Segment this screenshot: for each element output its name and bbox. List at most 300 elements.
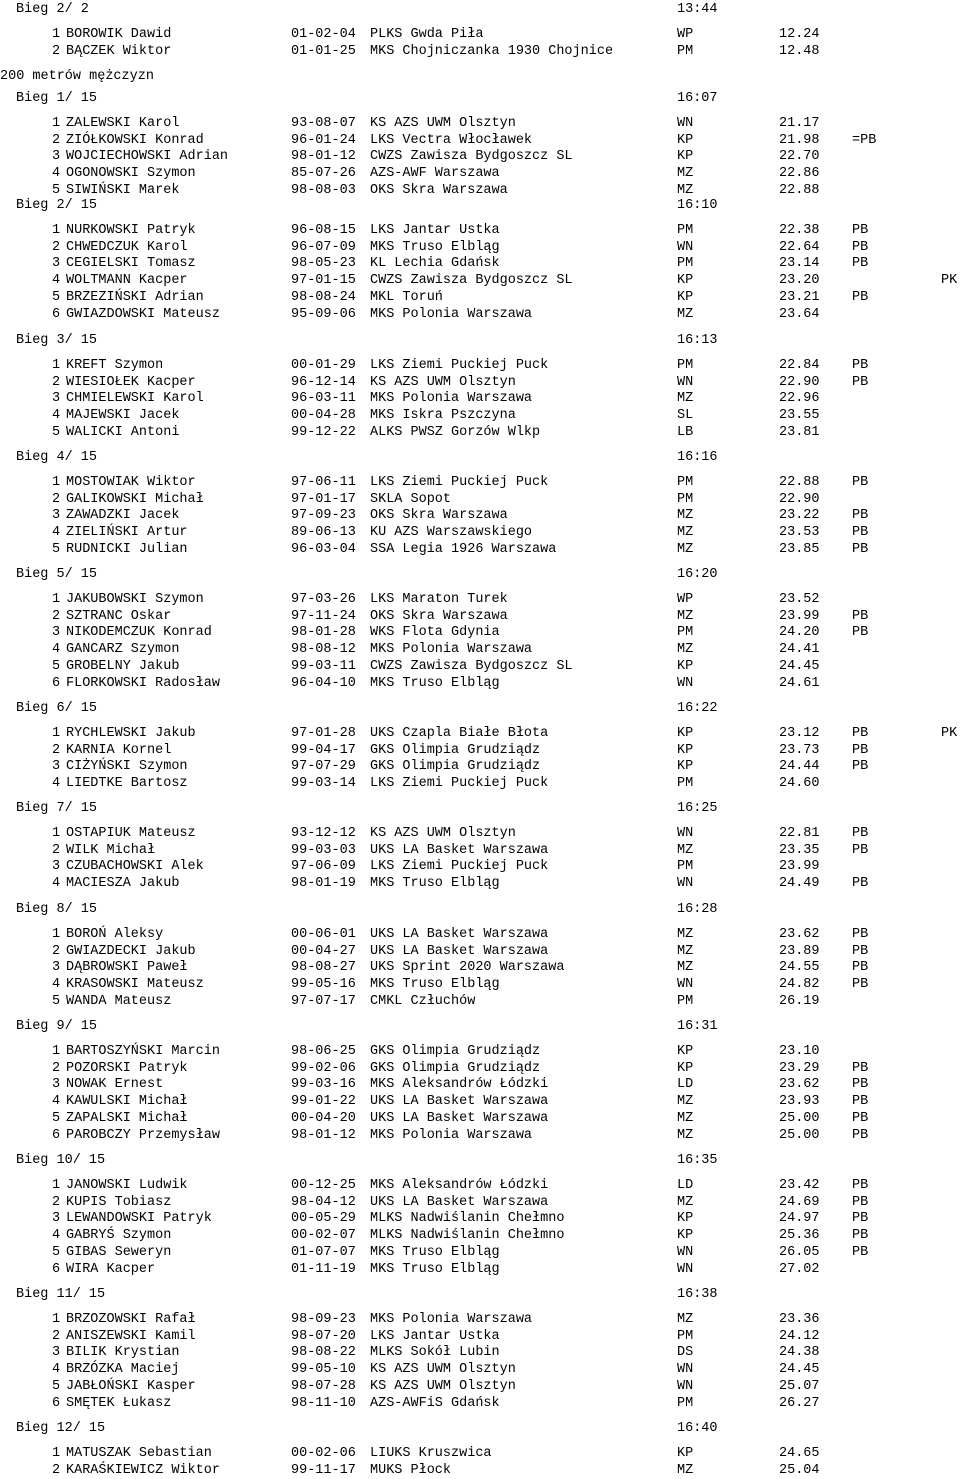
heat-label: Bieg 6/ 15 — [16, 701, 98, 716]
club-name: CWZS Zawisza Bydgoszcz SL — [370, 273, 573, 289]
result-time: 23.89 — [779, 943, 820, 959]
birth-date: 98-08-03 — [291, 182, 356, 198]
position: 4 — [52, 1228, 61, 1244]
birth-date: 98-09-23 — [291, 1312, 356, 1327]
club-name: MKS Chojniczanka 1930 Chojnice — [370, 43, 614, 59]
birth-date: 99-03-14 — [291, 776, 356, 792]
athlete-name: NOWAK Ernest — [66, 1077, 164, 1093]
result-time: 25.00 — [779, 1127, 820, 1143]
position: 4 — [52, 166, 61, 182]
region-code: MZ — [677, 306, 694, 322]
region-code: MZ — [677, 1194, 694, 1210]
region-code: KP — [677, 1228, 694, 1244]
result-time: 23.85 — [779, 541, 820, 557]
pk-flag: PK — [941, 726, 958, 741]
event-title-text: 200 metrów mężczyzn — [0, 69, 154, 84]
club-name: MKS Aleksandrów Łódzki — [370, 1077, 549, 1093]
heat-label: Bieg 4/ 15 — [16, 450, 98, 465]
result-time: 23.12 — [779, 726, 820, 741]
region-code: PM — [677, 43, 694, 59]
region-code: PM — [677, 859, 694, 875]
club-name: MKS Truso Elbląg — [370, 876, 500, 892]
birth-date: 98-11-10 — [291, 1395, 356, 1411]
club-name: UKS Czapla Białe Błota — [370, 726, 549, 741]
birth-date: 98-08-24 — [291, 289, 356, 305]
pb-flag: PB — [852, 625, 869, 641]
athlete-name: WIRA Kacper — [66, 1261, 156, 1277]
club-name: MKS Truso Elbląg — [370, 675, 500, 691]
club-name: LIUKS Kruszwica — [370, 1446, 492, 1461]
region-code: PM — [677, 475, 694, 490]
position: 5 — [52, 993, 61, 1009]
birth-date: 95-09-06 — [291, 306, 356, 322]
position: 1 — [52, 1312, 61, 1327]
birth-date: 98-01-12 — [291, 1127, 356, 1143]
birth-date: 99-02-06 — [291, 1060, 356, 1076]
club-name: KS AZS UWM Olsztyn — [370, 826, 516, 841]
heat-label: Bieg 9/ 15 — [16, 1019, 98, 1034]
position: 2 — [52, 1462, 61, 1478]
position: 6 — [52, 1395, 61, 1411]
region-code: MZ — [677, 960, 694, 976]
birth-date: 98-08-27 — [291, 960, 356, 976]
result-time: 26.05 — [779, 1244, 820, 1260]
region-code: WN — [677, 239, 694, 255]
result-time: 24.20 — [779, 625, 820, 641]
result-time: 23.93 — [779, 1094, 820, 1110]
club-name: MKS Truso Elbląg — [370, 239, 500, 255]
heat-time: 16:13 — [677, 333, 718, 348]
birth-date: 98-01-12 — [291, 149, 356, 165]
position: 3 — [52, 1345, 61, 1361]
athlete-name: BRZÓZKA Maciej — [66, 1362, 180, 1378]
athlete-name: KREFT Szymon — [66, 358, 164, 373]
club-name: KS AZS UWM Olsztyn — [370, 374, 516, 390]
club-name: UKS LA Basket Warszawa — [370, 1110, 549, 1126]
pb-flag: PB — [852, 726, 869, 741]
athlete-name: JABŁOŃSKI Kasper — [66, 1378, 196, 1394]
athlete-name: BRZOZOWSKI Rafał — [66, 1312, 196, 1327]
position: 1 — [52, 1178, 61, 1193]
heat-time: 16:40 — [677, 1421, 718, 1436]
region-code: WN — [677, 374, 694, 390]
club-name: MLKS Nadwiślanin Chełmno — [370, 1228, 565, 1244]
region-code: PM — [677, 358, 694, 373]
athlete-name: KARNIA Kornel — [66, 742, 172, 758]
club-name: KU AZS Warszawskiego — [370, 525, 533, 541]
position: 4 — [52, 977, 61, 993]
birth-date: 97-01-15 — [291, 273, 356, 289]
athlete-name: CHWEDCZUK Karol — [66, 239, 188, 255]
result-time: 22.88 — [779, 182, 820, 198]
position: 3 — [52, 508, 61, 524]
result-time: 23.10 — [779, 1044, 820, 1059]
region-code: KP — [677, 1060, 694, 1076]
heat-label: Bieg 2/ 15 — [16, 198, 98, 213]
result-time: 12.48 — [779, 43, 820, 59]
region-code: LD — [677, 1077, 694, 1093]
athlete-name: PAROBCZY Przemysław — [66, 1127, 220, 1143]
region-code: PM — [677, 625, 694, 641]
result-time: 26.27 — [779, 1395, 820, 1411]
club-name: MLKS Sokół Lubin — [370, 1345, 500, 1361]
position: 2 — [52, 842, 61, 858]
result-time: 23.99 — [779, 608, 820, 624]
birth-date: 98-08-12 — [291, 642, 356, 658]
birth-date: 98-07-20 — [291, 1328, 356, 1344]
athlete-name: WILK Michał — [66, 842, 156, 858]
region-code: MZ — [677, 508, 694, 524]
pb-flag: PB — [852, 759, 869, 775]
heat-label: Bieg 1/ 15 — [16, 91, 98, 106]
result-time: 24.55 — [779, 960, 820, 976]
pb-flag: PB — [852, 1127, 869, 1143]
position: 2 — [52, 132, 61, 148]
birth-date: 96-03-11 — [291, 391, 356, 407]
athlete-name: GWIAZDOWSKI Mateusz — [66, 306, 220, 322]
birth-date: 97-03-26 — [291, 592, 356, 607]
pb-flag: PB — [852, 1194, 869, 1210]
athlete-name: ZALEWSKI Karol — [66, 116, 180, 131]
athlete-name: BOROŃ Aleksy — [66, 927, 164, 942]
club-name: UKS LA Basket Warszawa — [370, 1194, 549, 1210]
position: 5 — [52, 658, 61, 674]
birth-date: 85-07-26 — [291, 166, 356, 182]
club-name: OKS Skra Warszawa — [370, 508, 508, 524]
club-name: MKS Aleksandrów Łódzki — [370, 1178, 549, 1193]
pb-flag: PB — [852, 876, 869, 892]
birth-date: 99-11-17 — [291, 1462, 356, 1478]
heat-time: 16:20 — [677, 567, 718, 582]
result-time: 25.07 — [779, 1378, 820, 1394]
athlete-name: RUDNICKI Julian — [66, 541, 188, 557]
region-code: MZ — [677, 943, 694, 959]
region-code: WN — [677, 116, 694, 131]
heat-label: Bieg 10/ 15 — [16, 1153, 106, 1168]
result-time: 24.45 — [779, 1362, 820, 1378]
position: 3 — [52, 256, 61, 272]
athlete-name: NURKOWSKI Patryk — [66, 223, 196, 238]
result-time: 25.00 — [779, 1110, 820, 1126]
result-time: 24.60 — [779, 776, 820, 792]
position: 2 — [52, 1328, 61, 1344]
region-code: MZ — [677, 541, 694, 557]
position: 3 — [52, 625, 61, 641]
birth-date: 98-05-23 — [291, 256, 356, 272]
club-name: GKS Olimpia Grudziądz — [370, 759, 541, 775]
region-code: KP — [677, 289, 694, 305]
club-name: LKS Vectra Włocławek — [370, 132, 533, 148]
athlete-name: JAKUBOWSKI Szymon — [66, 592, 204, 607]
birth-date: 99-03-11 — [291, 658, 356, 674]
pb-flag: =PB — [852, 132, 877, 148]
pb-flag: PB — [852, 1060, 869, 1076]
athlete-name: JANOWSKI Ludwik — [66, 1178, 188, 1193]
club-name: PLKS Gwda Piła — [370, 27, 484, 42]
result-time: 23.62 — [779, 927, 820, 942]
region-code: WN — [677, 1244, 694, 1260]
region-code: PM — [677, 776, 694, 792]
position: 1 — [52, 475, 61, 490]
result-time: 24.49 — [779, 876, 820, 892]
position: 1 — [52, 1044, 61, 1059]
pb-flag: PB — [852, 541, 869, 557]
region-code: MZ — [677, 642, 694, 658]
birth-date: 96-03-04 — [291, 541, 356, 557]
pb-flag: PB — [852, 1077, 869, 1093]
position: 1 — [52, 223, 61, 238]
club-name: UKS LA Basket Warszawa — [370, 842, 549, 858]
birth-date: 96-07-09 — [291, 239, 356, 255]
result-time: 23.14 — [779, 256, 820, 272]
athlete-name: WIESIOŁEK Kacper — [66, 374, 196, 390]
position: 3 — [52, 759, 61, 775]
region-code: MZ — [677, 1110, 694, 1126]
result-time: 24.38 — [779, 1345, 820, 1361]
athlete-name: CZUBACHOWSKI Alek — [66, 859, 204, 875]
region-code: MZ — [677, 1127, 694, 1143]
athlete-name: SZTRANC Oskar — [66, 608, 172, 624]
pk-flag: PK — [941, 273, 958, 289]
result-time: 23.22 — [779, 508, 820, 524]
pb-flag: PB — [852, 943, 869, 959]
athlete-name: WOLTMANN Kacper — [66, 273, 188, 289]
birth-date: 00-02-07 — [291, 1228, 356, 1244]
region-code: MZ — [677, 182, 694, 198]
region-code: DS — [677, 1345, 694, 1361]
pb-flag: PB — [852, 742, 869, 758]
position: 4 — [52, 525, 61, 541]
athlete-name: CHMIELEWSKI Karol — [66, 391, 204, 407]
position: 3 — [52, 960, 61, 976]
result-time: 23.81 — [779, 424, 820, 440]
athlete-name: OGONOWSKI Szymon — [66, 166, 196, 182]
club-name: WKS Flota Gdynia — [370, 625, 500, 641]
position: 1 — [52, 927, 61, 942]
club-name: CMKL Człuchów — [370, 993, 476, 1009]
heat-label: Bieg 8/ 15 — [16, 902, 98, 917]
position: 5 — [52, 1110, 61, 1126]
pb-flag: PB — [852, 289, 869, 305]
region-code: MZ — [677, 166, 694, 182]
birth-date: 00-01-29 — [291, 358, 356, 373]
club-name: KS AZS UWM Olsztyn — [370, 1378, 516, 1394]
athlete-name: KARAŚKIEWICZ Wiktor — [66, 1462, 220, 1478]
region-code: WP — [677, 592, 694, 607]
birth-date: 00-04-28 — [291, 408, 356, 424]
athlete-name: ZIÓŁKOWSKI Konrad — [66, 132, 204, 148]
region-code: PM — [677, 223, 694, 238]
birth-date: 99-04-17 — [291, 742, 356, 758]
heat-label: Bieg 7/ 15 — [16, 801, 98, 816]
club-name: AZS-AWFiS Gdańsk — [370, 1395, 500, 1411]
athlete-name: OSTAPIUK Mateusz — [66, 826, 196, 841]
result-time: 24.45 — [779, 658, 820, 674]
club-name: MKS Polonia Warszawa — [370, 1312, 533, 1327]
position: 2 — [52, 608, 61, 624]
position: 5 — [52, 1378, 61, 1394]
position: 6 — [52, 1261, 61, 1277]
region-code: KP — [677, 273, 694, 289]
region-code: MZ — [677, 1312, 694, 1327]
region-code: PM — [677, 993, 694, 1009]
result-time: 23.21 — [779, 289, 820, 305]
position: 3 — [52, 1077, 61, 1093]
position: 5 — [52, 1244, 61, 1260]
club-name: MKL Toruń — [370, 289, 443, 305]
heat-label: Bieg 5/ 15 — [16, 567, 98, 582]
birth-date: 97-07-17 — [291, 993, 356, 1009]
position: 3 — [52, 859, 61, 875]
position: 5 — [52, 289, 61, 305]
birth-date: 93-08-07 — [291, 116, 356, 131]
birth-date: 00-04-20 — [291, 1110, 356, 1126]
position: 1 — [52, 358, 61, 373]
result-time: 22.84 — [779, 358, 820, 373]
athlete-name: KAWULSKI Michał — [66, 1094, 188, 1110]
club-name: GKS Olimpia Grudziądz — [370, 1060, 541, 1076]
heat-time: 16:10 — [677, 198, 718, 213]
region-code: MZ — [677, 525, 694, 541]
birth-date: 97-09-23 — [291, 508, 356, 524]
birth-date: 97-06-11 — [291, 475, 356, 490]
club-name: LKS Ziemi Puckiej Puck — [370, 859, 549, 875]
birth-date: 00-12-25 — [291, 1178, 356, 1193]
club-name: MKS Iskra Pszczyna — [370, 408, 516, 424]
result-time: 22.64 — [779, 239, 820, 255]
birth-date: 99-01-22 — [291, 1094, 356, 1110]
result-time: 12.24 — [779, 27, 820, 42]
result-time: 24.65 — [779, 1446, 820, 1461]
pb-flag: PB — [852, 960, 869, 976]
result-time: 24.69 — [779, 1194, 820, 1210]
birth-date: 98-01-28 — [291, 625, 356, 641]
region-code: PM — [677, 1328, 694, 1344]
result-time: 23.35 — [779, 842, 820, 858]
heat-time: 16:31 — [677, 1019, 718, 1034]
region-code: KP — [677, 658, 694, 674]
result-time: 23.99 — [779, 859, 820, 875]
result-time: 22.38 — [779, 223, 820, 238]
region-code: PM — [677, 1395, 694, 1411]
position: 4 — [52, 273, 61, 289]
region-code: WN — [677, 1362, 694, 1378]
region-code: PM — [677, 491, 694, 507]
club-name: LKS Ziemi Puckiej Puck — [370, 475, 549, 490]
result-time: 24.82 — [779, 977, 820, 993]
region-code: KP — [677, 726, 694, 741]
birth-date: 98-04-12 — [291, 1194, 356, 1210]
athlete-name: SMĘTEK Łukasz — [66, 1395, 172, 1411]
athlete-name: BRZEZIŃSKI Adrian — [66, 289, 204, 305]
position: 6 — [52, 675, 61, 691]
region-code: WN — [677, 977, 694, 993]
pb-flag: PB — [852, 525, 869, 541]
club-name: UKS Sprint 2020 Warszawa — [370, 960, 565, 976]
birth-date: 98-01-19 — [291, 876, 356, 892]
pb-flag: PB — [852, 1094, 869, 1110]
pb-flag: PB — [852, 358, 869, 373]
position: 5 — [52, 182, 61, 198]
club-name: MKS Polonia Warszawa — [370, 1127, 533, 1143]
pb-flag: PB — [852, 1110, 869, 1126]
region-code: KP — [677, 1446, 694, 1461]
result-time: 22.86 — [779, 166, 820, 182]
pb-flag: PB — [852, 826, 869, 841]
pb-flag: PB — [852, 1178, 869, 1193]
region-code: WN — [677, 675, 694, 691]
club-name: LKS Ziemi Puckiej Puck — [370, 358, 549, 373]
result-time: 24.44 — [779, 759, 820, 775]
result-time: 25.04 — [779, 1462, 820, 1478]
position: 4 — [52, 1362, 61, 1378]
club-name: LKS Maraton Turek — [370, 592, 508, 607]
athlete-name: WOJCIECHOWSKI Adrian — [66, 149, 229, 165]
club-name: MUKS Płock — [370, 1462, 452, 1478]
athlete-name: GABRYŚ Szymon — [66, 1228, 172, 1244]
result-time: 22.70 — [779, 149, 820, 165]
result-time: 23.20 — [779, 273, 820, 289]
pb-flag: PB — [852, 223, 869, 238]
heat-time: 16:16 — [677, 450, 718, 465]
position: 1 — [52, 592, 61, 607]
result-time: 22.90 — [779, 491, 820, 507]
result-time: 23.73 — [779, 742, 820, 758]
region-code: KP — [677, 132, 694, 148]
athlete-name: BĄCZEK Wiktor — [66, 43, 172, 59]
birth-date: 97-11-24 — [291, 608, 356, 624]
club-name: GKS Olimpia Grudziądz — [370, 742, 541, 758]
result-time: 23.42 — [779, 1178, 820, 1193]
heat-label: Bieg 3/ 15 — [16, 333, 98, 348]
region-code: WN — [677, 1261, 694, 1277]
club-name: KS AZS UWM Olsztyn — [370, 1362, 516, 1378]
birth-date: 99-12-22 — [291, 424, 356, 440]
position: 4 — [52, 408, 61, 424]
position: 2 — [52, 1060, 61, 1076]
result-time: 22.88 — [779, 475, 820, 490]
position: 4 — [52, 1094, 61, 1110]
club-name: GKS Olimpia Grudziądz — [370, 1044, 541, 1059]
heat-time: 16:28 — [677, 902, 718, 917]
position: 4 — [52, 642, 61, 658]
heat-time: 16:25 — [677, 801, 718, 816]
result-time: 27.02 — [779, 1261, 820, 1277]
position: 1 — [52, 1446, 61, 1461]
club-name: KL Lechia Gdańsk — [370, 256, 500, 272]
birth-date: 99-03-16 — [291, 1077, 356, 1093]
birth-date: 97-06-09 — [291, 859, 356, 875]
club-name: AZS-AWF Warszawa — [370, 166, 500, 182]
heat-label: Bieg 11/ 15 — [16, 1287, 106, 1302]
club-name: MKS Truso Elbląg — [370, 1244, 500, 1260]
birth-date: 97-01-17 — [291, 491, 356, 507]
club-name: ALKS PWSZ Gorzów Wlkp — [370, 424, 541, 440]
athlete-name: CEGIELSKI Tomasz — [66, 256, 196, 272]
club-name: LKS Jantar Ustka — [370, 223, 500, 238]
athlete-name: POZORSKI Patryk — [66, 1060, 188, 1076]
athlete-name: GALIKOWSKI Michał — [66, 491, 204, 507]
result-time: 24.12 — [779, 1328, 820, 1344]
pb-flag: PB — [852, 1211, 869, 1227]
position: 2 — [52, 1194, 61, 1210]
club-name: CWZS Zawisza Bydgoszcz SL — [370, 149, 573, 165]
heat-time: 16:07 — [677, 91, 718, 106]
club-name: UKS LA Basket Warszawa — [370, 1094, 549, 1110]
pb-flag: PB — [852, 608, 869, 624]
birth-date: 96-12-14 — [291, 374, 356, 390]
position: 2 — [52, 742, 61, 758]
